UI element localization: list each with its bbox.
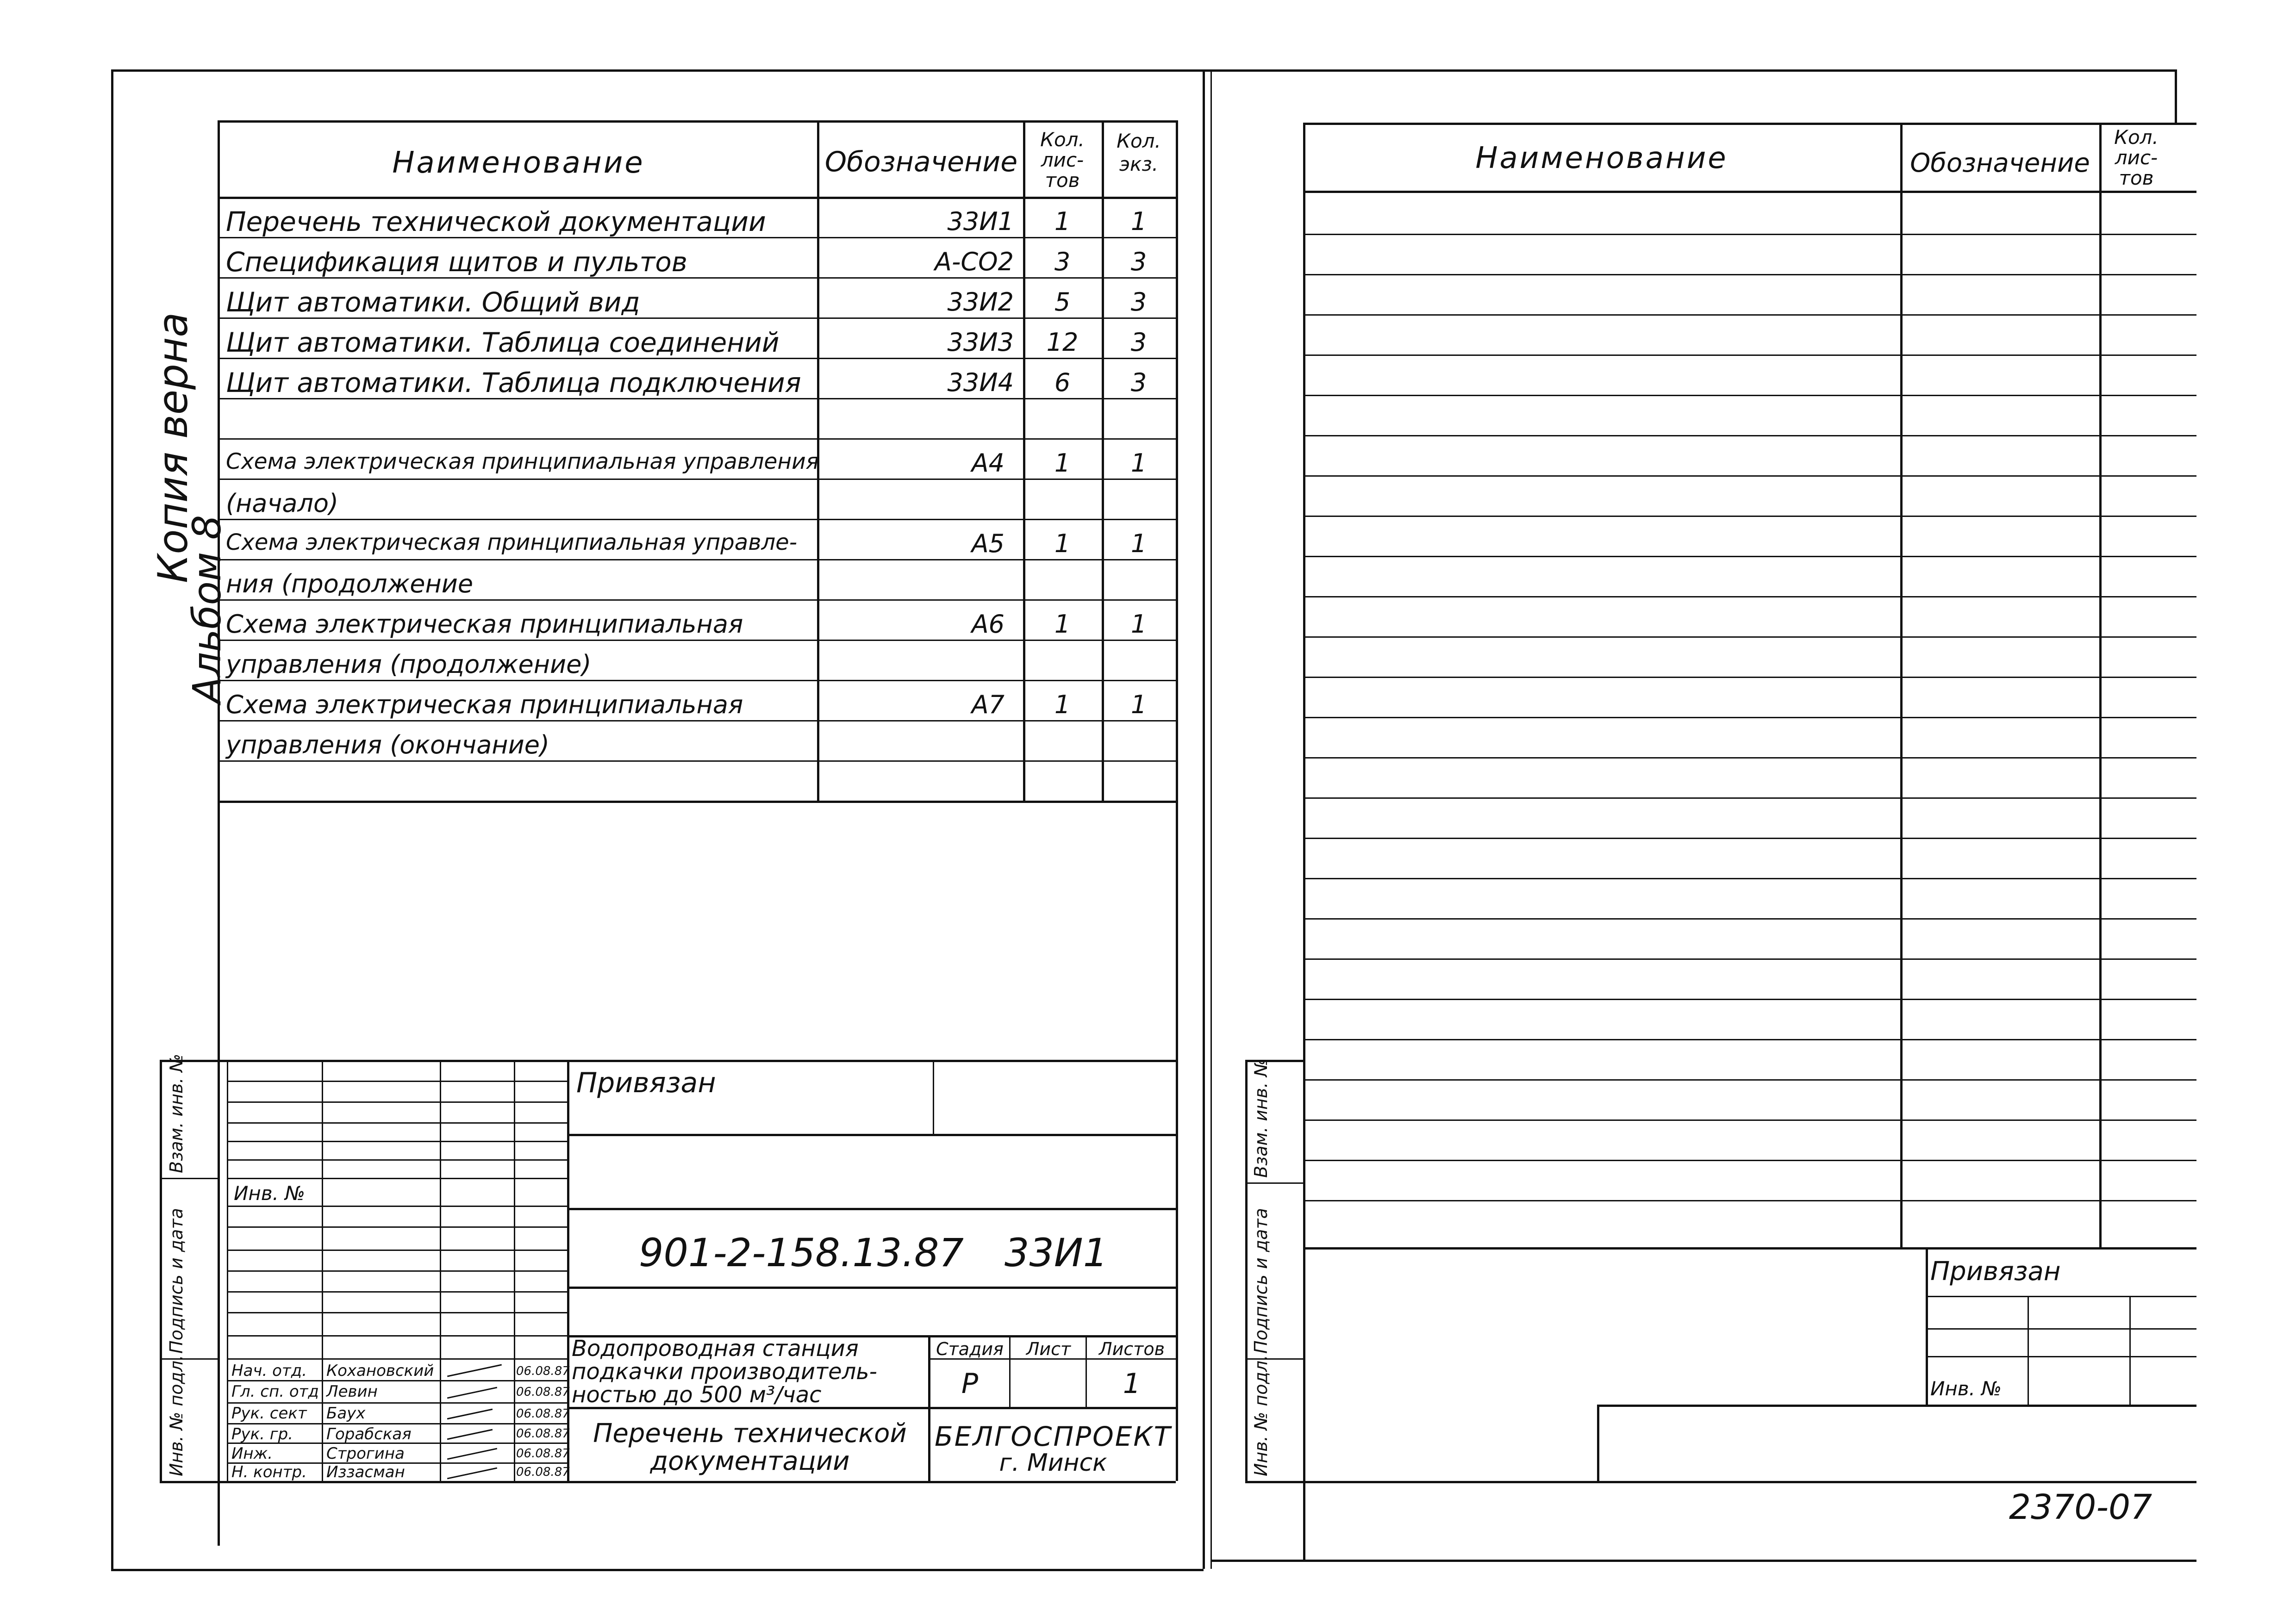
row-copies: 1 (1130, 448, 1147, 478)
signatory-name: Иззасман (326, 1463, 405, 1481)
row-sheets: 6 (1054, 368, 1071, 397)
row-designation: А4 (971, 448, 1004, 478)
signatory-role: Рук. сект (231, 1404, 307, 1423)
row-name: Схема электрическая принципиальная управления (226, 449, 819, 474)
header-designation: Обозначение (824, 146, 1018, 178)
header-name: Наименование (1475, 141, 1728, 175)
sheets-value: 1 (1123, 1368, 1141, 1400)
signatory-date: 06.08.87 (516, 1465, 570, 1479)
header-sheets-count: Кол. лис- тов (2114, 126, 2159, 190)
row-name: Щит автоматики. Общий вид (226, 286, 640, 318)
header-copies-count: Кол. экз. (1117, 130, 1161, 176)
row-sheets: 1 (1054, 448, 1071, 478)
row-designation: 33И4 (947, 368, 1014, 397)
project-title-line2: подкачки производитель- (572, 1359, 877, 1385)
row-sheets: 5 (1054, 287, 1071, 317)
stage-label: Стадия (936, 1339, 1004, 1359)
stamp-vzam-inv: Взам. инв. № (166, 1053, 187, 1173)
stage-value: Р (961, 1368, 979, 1400)
doc-title-line2: документации (650, 1446, 850, 1476)
signatory-role: Инж. (231, 1444, 273, 1463)
row-sheets: 12 (1046, 328, 1079, 357)
signatory-name: Строгина (326, 1444, 405, 1463)
header-sheets-count: Кол. лис- тов (1040, 128, 1085, 192)
signatory-date: 06.08.87 (516, 1364, 570, 1378)
row-name: управления (продолжение) (226, 650, 592, 679)
signatory-role: Гл. сп. отд (231, 1382, 319, 1401)
signatory-role: Нач. отд. (231, 1362, 307, 1380)
signature-mark (447, 1448, 497, 1460)
row-copies: 1 (1130, 609, 1147, 639)
archive-number: 2370-07 (2009, 1487, 2152, 1527)
row-name: Перечень технической документации (226, 206, 766, 237)
album-note: Альбом 8 (184, 515, 230, 703)
inv-no-label: Инв. № (234, 1182, 306, 1205)
stamp-vzam-inv: Взам. инв. № (1251, 1058, 1271, 1178)
row-copies: 1 (1130, 690, 1147, 719)
signature-mark (447, 1409, 493, 1420)
stamp-podpis-data: Подпись и дата (1251, 1208, 1271, 1354)
row-copies: 1 (1130, 529, 1147, 558)
signatory-name: Левин (326, 1382, 378, 1401)
project-title-line3: ностью до 500 м³/час (572, 1382, 822, 1408)
row-name: (начало) (226, 489, 339, 518)
signatory-role: Рук. гр. (231, 1425, 293, 1443)
signature-mark (447, 1387, 497, 1399)
signatory-date: 06.08.87 (516, 1385, 570, 1399)
row-name: ния (продолжение (226, 569, 474, 598)
row-sheets: 1 (1054, 529, 1071, 558)
row-sheets: 1 (1054, 207, 1071, 236)
row-designation: А-СО2 (935, 247, 1014, 276)
sheet-label: Лист (1026, 1339, 1071, 1359)
row-copies: 1 (1130, 207, 1147, 236)
stamp-inv-podl: Инв. № подл. (166, 1355, 187, 1476)
row-name: Схема электрическая принципиальная (226, 690, 743, 719)
sheets-label: Листов (1099, 1339, 1165, 1359)
header-designation: Обозначение (1910, 148, 2090, 178)
row-name: Щит автоматики. Таблица соединений (226, 327, 780, 358)
copy-certified-note: Копия верна (149, 312, 197, 583)
signatory-name: Кохановский (326, 1362, 434, 1380)
row-name: управления (окончание) (226, 730, 549, 759)
signatory-date: 06.08.87 (516, 1427, 570, 1441)
row-designation: 33И2 (947, 287, 1014, 317)
document-code: 901-2-158.13.87 (639, 1230, 964, 1275)
privyazan-label: Привязан (1930, 1256, 2061, 1287)
row-copies: 3 (1130, 328, 1147, 357)
inv-no-label: Инв. № (1930, 1377, 2002, 1400)
row-name: Схема электрическая принципиальная (226, 609, 743, 639)
row-designation: А7 (971, 690, 1004, 719)
row-copies: 3 (1130, 287, 1147, 317)
row-designation: А5 (971, 529, 1004, 558)
project-title-line1: Водопроводная станция (572, 1336, 859, 1362)
stamp-inv-podl: Инв. № подл. (1251, 1355, 1271, 1476)
row-name: Щит автоматики. Таблица подключения (226, 367, 801, 398)
row-name: Схема электрическая принципиальная управле- (226, 529, 798, 555)
signature-mark (447, 1364, 502, 1377)
row-name: Спецификация щитов и пультов (226, 246, 687, 278)
signature-mark (447, 1429, 493, 1440)
signature-mark (447, 1468, 497, 1480)
row-copies: 3 (1130, 368, 1147, 397)
signatory-date: 06.08.87 (516, 1407, 570, 1421)
privyazan-label: Привязан (576, 1067, 716, 1099)
signatory-name: Горабская (326, 1425, 412, 1443)
row-copies: 3 (1130, 247, 1147, 276)
doc-title-line1: Перечень технической (593, 1418, 907, 1449)
row-designation: А6 (971, 609, 1004, 639)
org-line1: БЕЛГОСПРОЕКТ (934, 1421, 1172, 1452)
row-sheets: 3 (1054, 247, 1071, 276)
signatory-name: Баух (326, 1404, 366, 1423)
row-designation: 33И1 (947, 207, 1014, 236)
signatory-role: Н. контр. (231, 1463, 307, 1481)
row-designation: 33И3 (947, 328, 1014, 357)
org-line2: г. Минск (999, 1449, 1107, 1477)
stamp-podpis-data: Подпись и дата (166, 1208, 187, 1354)
page-fold-line (1210, 69, 1212, 1569)
document-sheet-code: 33И1 (1004, 1230, 1108, 1275)
row-sheets: 1 (1054, 690, 1071, 719)
signatory-date: 06.08.87 (516, 1447, 570, 1461)
header-name: Наименование (392, 146, 645, 180)
row-sheets: 1 (1054, 609, 1071, 639)
